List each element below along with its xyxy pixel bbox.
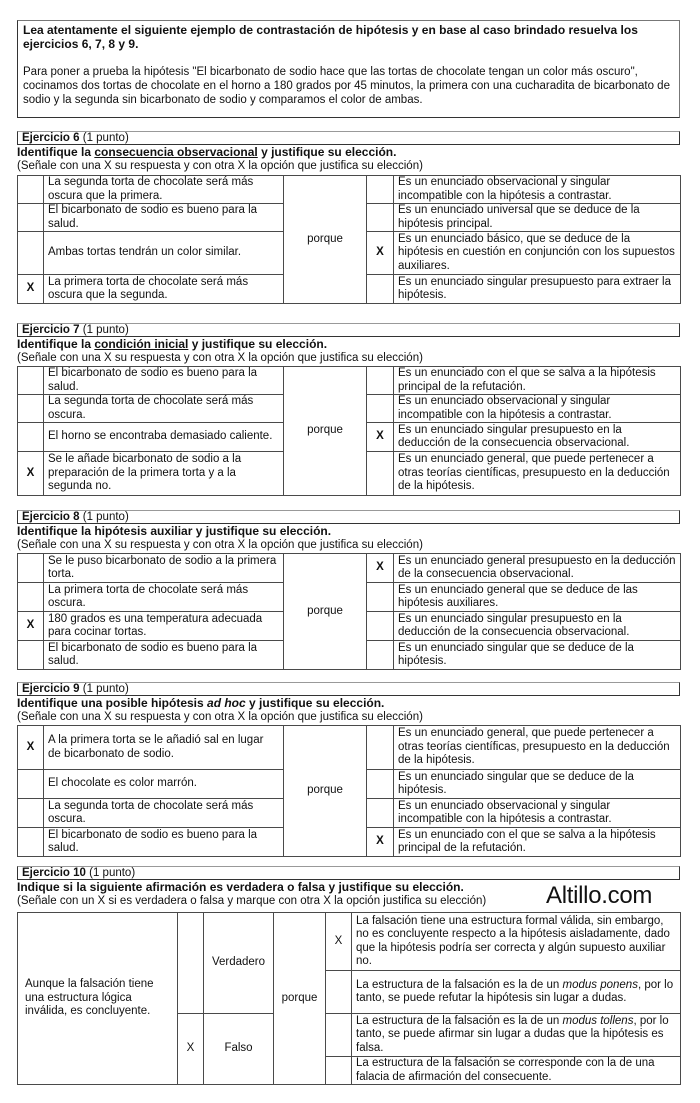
option-mark <box>18 641 44 670</box>
option-text: Se le añade bicarbonato de sodio a la preparación de la primera torta y a la segunda no. <box>44 452 284 496</box>
answer-table <box>17 725 681 857</box>
answer-table <box>17 175 681 304</box>
connector-label: porque <box>284 726 367 857</box>
watermark-logo: Altillo.com <box>546 882 653 909</box>
choice-false-label: Falso <box>204 1014 274 1085</box>
option-mark <box>18 367 44 395</box>
exercise-number: Ejercicio 6 <box>22 132 80 144</box>
justification-mark <box>367 612 394 641</box>
title-text: Identifique la <box>17 145 95 159</box>
justification-mark <box>367 204 394 232</box>
justification-mark: X <box>367 423 394 452</box>
exercise-points: (1 punto) <box>79 683 129 695</box>
justification-mark: X <box>326 913 352 971</box>
justification-text: Es un enunciado con el que se salva a la hipótesis principal de la refutación. <box>394 367 681 395</box>
choice-true-label: Verdadero <box>204 913 274 1014</box>
option-mark: X <box>18 726 44 770</box>
exercise-header <box>17 682 680 696</box>
option-text: El bicarbonato de sodio es bueno para la salud. <box>44 204 284 232</box>
exercise-header <box>17 131 680 145</box>
justification-text: Es un enunciado general que se deduce de las hipótesis auxiliares. <box>394 583 681 612</box>
option-mark: X <box>18 275 44 304</box>
connector-label: porque <box>284 554 367 670</box>
option-mark <box>18 828 44 857</box>
option-text: La segunda torta de chocolate será más oscura que la primera. <box>44 176 284 204</box>
option-text: Se le puso bicarbonato de sodio a la primera torta. <box>44 554 284 583</box>
exercise-title <box>17 337 680 351</box>
exercise-points: (1 punto) <box>79 511 129 523</box>
exercise-number: Ejercicio 8 <box>22 511 80 523</box>
connector-label: porque <box>274 913 326 1085</box>
title-emphasis: ad hoc <box>207 696 246 710</box>
justification-text: La estructura de la falsación se corresponde con la de una falacia de afirmación del consecuente. <box>352 1057 681 1085</box>
title-text: Identifique la <box>17 337 95 351</box>
option-text: 180 grados es una temperatura adecuada para cocinar tortas. <box>44 612 284 641</box>
justification-mark <box>367 641 394 670</box>
option-mark <box>18 554 44 583</box>
justification-text: Es un enunciado singular que se deduce de la hipótesis. <box>394 641 681 670</box>
option-text: La primera torta de chocolate será más oscura que la segunda. <box>44 275 284 304</box>
justification-text: Es un enunciado universal que se deduce de la hipótesis principal. <box>394 204 681 232</box>
option-mark: X <box>18 612 44 641</box>
justification-text: Es un enunciado general presupuesto en la deducción de la consecuencia observacional. <box>394 554 681 583</box>
option-text: El bicarbonato de sodio es bueno para la salud. <box>44 828 284 857</box>
justification-text: Es un enunciado básico, que se deduce de la hipótesis en cuestión en conjunción con los supuestos auxiliares. <box>394 232 681 275</box>
justification-text: Es un enunciado observacional y singular incompatible con la hipótesis a contrastar. <box>394 799 681 828</box>
option-text: El horno se encontraba demasiado caliente. <box>44 423 284 452</box>
exercise-title: Identifique la hipótesis auxiliar y justifique su elección. <box>17 524 332 538</box>
exercise-points: (1 punto) <box>79 324 129 336</box>
justification-text: Es un enunciado observacional y singular incompatible con la hipótesis a contrastar. <box>394 395 681 423</box>
title-emphasis: condición inicial <box>94 337 189 351</box>
intro-heading: Lea atentamente el siguiente ejemplo de contrastación de hipótesis y en base al caso brindado resuelva los ejercicios 6, 7, 8 y 9. <box>23 23 638 51</box>
answer-row <box>18 176 681 204</box>
exercise-title <box>17 145 680 159</box>
justification-text: La estructura de la falsación es la de un modus tollens, por lo tanto, se puede afirmar sin lugar a dudas que la hipótesis es falsa. <box>352 1014 681 1057</box>
exercise-instruction: (Señale con una X su respuesta y con otra X la opción que justifica su elección) <box>17 539 423 551</box>
exercise-points: (1 punto) <box>85 867 136 879</box>
intro-paragraph: Para poner a prueba la hipótesis "El bicarbonato de sodio hace que las tortas de chocolate tengan un color más oscuro", cocinamos dos tortas de chocolate en el horno a 180 grados por 45 minutos, la primera con una cucharadita de bicarbonato de sodio y la segunda sin bicarbonato de sodio y comparamos el color de ambas. <box>23 66 670 106</box>
justification-mark <box>367 275 394 304</box>
justification-mark: X <box>367 554 394 583</box>
justification-mark <box>326 971 352 1014</box>
exercise-7 <box>17 323 680 496</box>
justification-mark <box>326 1014 352 1057</box>
justification-mark: X <box>367 232 394 275</box>
option-text: La segunda torta de chocolate será más oscura. <box>44 395 284 423</box>
option-mark <box>18 583 44 612</box>
exercise-title <box>17 696 680 710</box>
justification-mark <box>367 770 394 799</box>
answer-row <box>18 726 681 770</box>
justification-mark <box>367 367 394 395</box>
true-false-table <box>17 912 681 1085</box>
option-text: La primera torta de chocolate será más oscura. <box>44 583 284 612</box>
justification-mark <box>367 799 394 828</box>
answer-table <box>17 553 681 670</box>
option-mark <box>18 176 44 204</box>
justification-mark <box>367 395 394 423</box>
exercise-header <box>17 323 680 337</box>
option-mark <box>18 232 44 275</box>
option-mark <box>18 204 44 232</box>
exercise-header <box>17 866 680 880</box>
justification-text: La estructura de la falsación es la de un modus ponens, por lo tanto, se puede refutar la hipótesis sin lugar a dudas. <box>352 971 681 1014</box>
option-text: A la primera torta se le añadió sal en lugar de bicarbonato de sodio. <box>44 726 284 770</box>
option-text: El chocolate es color marrón. <box>44 770 284 799</box>
connector-label: porque <box>284 176 367 304</box>
answer-row <box>18 913 681 971</box>
justification-text: Es un enunciado singular que se deduce de la hipótesis. <box>394 770 681 799</box>
justification-mark <box>367 176 394 204</box>
title-text: y justifique su elección. <box>257 145 397 159</box>
title-emphasis: consecuencia observacional <box>94 145 258 159</box>
option-text: El bicarbonato de sodio es bueno para la salud. <box>44 367 284 395</box>
justification-mark: X <box>367 828 394 857</box>
justification-mark <box>367 726 394 770</box>
intro-box <box>17 20 680 118</box>
choice-mark <box>178 913 204 1014</box>
option-mark: X <box>18 452 44 496</box>
justification-text: Es un enunciado singular presupuesto en la deducción de la consecuencia observacional. <box>394 423 681 452</box>
exercise-6 <box>17 131 680 304</box>
title-text: y justifique su elección. <box>188 337 328 351</box>
exercise-header <box>17 510 680 524</box>
statement-text: Aunque la falsación tiene una estructura lógica inválida, es concluyente. <box>18 913 178 1085</box>
option-text: El bicarbonato de sodio es bueno para la salud. <box>44 641 284 670</box>
option-mark <box>18 770 44 799</box>
justification-mark <box>367 583 394 612</box>
answer-row <box>18 367 681 395</box>
option-mark <box>18 395 44 423</box>
exercise-title: Indique si la siguiente afirmación es verdadera o falsa y justifique su elección. <box>17 880 464 894</box>
justification-text: Es un enunciado general, que puede pertenecer a otras teorías científicas, presupuesto en la deducción de la hipótesis. <box>394 452 681 496</box>
exercise-number: Ejercicio 9 <box>22 683 80 695</box>
exercise-instruction: (Señale con una X su respuesta y con otra X la opción que justifica su elección) <box>17 160 423 172</box>
answer-row <box>18 554 681 583</box>
connector-label: porque <box>284 367 367 496</box>
option-text: Ambas tortas tendrán un color similar. <box>44 232 284 275</box>
exercise-9 <box>17 682 680 857</box>
exercise-number: Ejercicio 10 <box>22 867 86 879</box>
justification-text: Es un enunciado singular presupuesto en la deducción de la consecuencia observacional. <box>394 612 681 641</box>
exercise-instruction: (Señale con un X si es verdadera o falsa y marque con otra X la opción justifica su elección) <box>17 895 487 907</box>
option-mark <box>18 423 44 452</box>
answer-table <box>17 366 681 496</box>
justification-text: Es un enunciado observacional y singular incompatible con la hipótesis a contrastar. <box>394 176 681 204</box>
exercise-instruction: (Señale con una X su respuesta y con otra X la opción que justifica su elección) <box>17 711 423 723</box>
option-mark <box>18 799 44 828</box>
exercise-points: (1 punto) <box>79 132 129 144</box>
justification-text: La falsación tiene una estructura formal válida, sin embargo, no es concluyente respecto a la hipótesis aisladamente, dado que la hipótesis podría ser correcta y algún supuesto auxiliar no. <box>352 913 681 971</box>
exercise-8 <box>17 510 680 670</box>
title-text: y justifique su elección. <box>245 696 385 710</box>
justification-mark <box>326 1057 352 1085</box>
title-text: Identifique una posible hipótesis <box>17 696 208 710</box>
justification-text: Es un enunciado singular presupuesto para extraer la hipótesis. <box>394 275 681 304</box>
justification-text: Es un enunciado general, que puede pertenecer a otras teorías científicas, presupuesto en la deducción de la hipótesis. <box>394 726 681 770</box>
option-text: La segunda torta de chocolate será más oscura. <box>44 799 284 828</box>
choice-mark: X <box>178 1014 204 1085</box>
exercise-number: Ejercicio 7 <box>22 324 80 336</box>
exercise-instruction: (Señale con una X su respuesta y con otra X la opción que justifica su elección) <box>17 352 423 364</box>
justification-mark <box>367 452 394 496</box>
justification-text: Es un enunciado con el que se salva a la hipótesis principal de la refutación. <box>394 828 681 857</box>
